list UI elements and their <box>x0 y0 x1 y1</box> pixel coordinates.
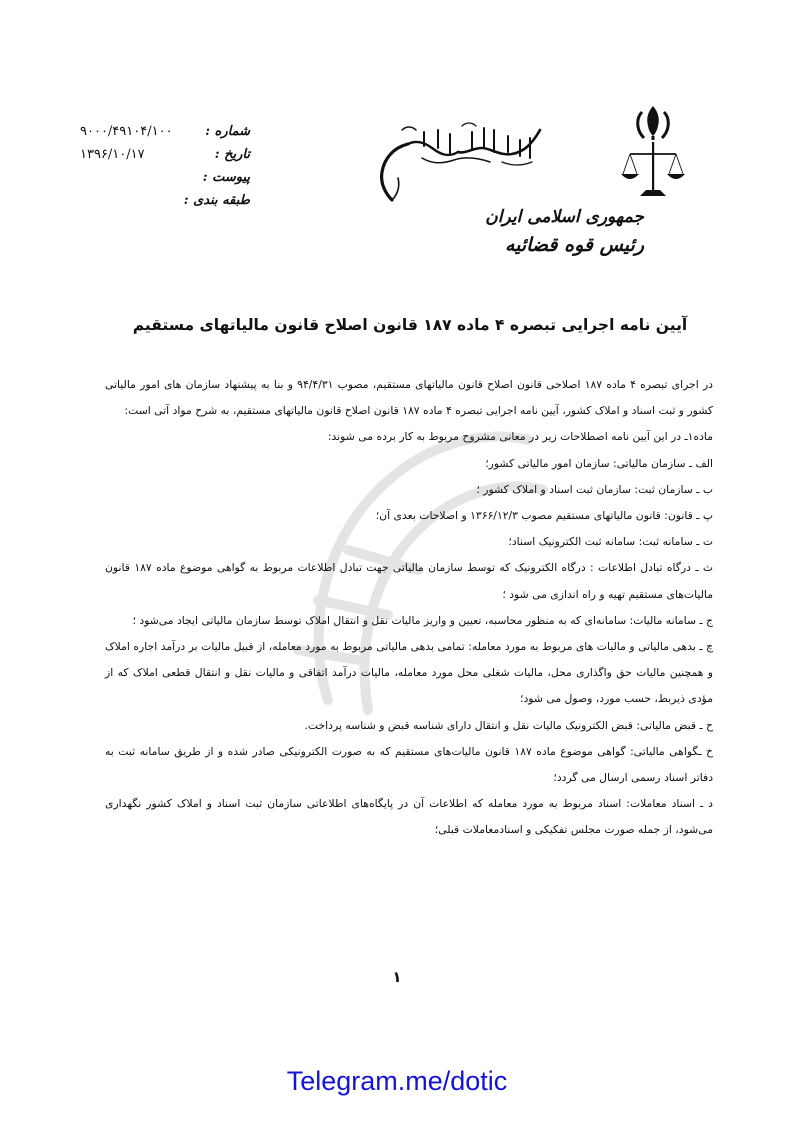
intro-paragraph: در اجرای تبصره ۴ ماده ۱۸۷ اصلاحی قانون اصلاح قانون مالیاتهای مستقیم، مصوب ۹۴/۴/۳۱ و بنا به پیشنهاد سازمان های امور مالیاتی کشور و ثبت اسناد و املاک کشور، آیین نامه اجرایی تبصره ۴ ماده ۱۸۷ قانون اصلاح قانون مالیاتهای مستقیم، به شرح مواد آتی است: <box>105 378 713 418</box>
iran-emblem-icon <box>618 98 688 208</box>
definition-dal: د ـ اسناد معاملات: اسناد مربوط به مورد معامله که اطلاعات آن در پایگاه‌های اطلاعاتی سازمان ثبت اسناد و املاک کشور نگهداری می‌شود، از جمله صورت مجلس تفکیکی و اسنادمعاملات قبلی؛ <box>105 797 713 837</box>
meta-number-value: ۹۰۰۰/۴۹۱۰۴/۱۰۰ <box>80 124 173 139</box>
meta-number-row <box>80 124 250 147</box>
basmala-calligraphy-icon <box>362 118 547 213</box>
article-1-heading: ماده۱ـ در این آیین نامه اصطلاحات زیر در معانی مشروح مربوط به کار برده می شوند: <box>327 430 713 444</box>
definition-alef: الف ـ سازمان مالیاتی: سازمان امور مالیاتی کشور؛ <box>485 456 713 470</box>
meta-number-label: شماره : <box>205 124 250 139</box>
definition-khe: خ ـگواهی مالیاتی: گواهی موضوع ماده ۱۸۷ قانون مالیات‌های مستقیم که به صورت الکترونیکی صادر شده و از طریق سامانه ثبت به دفاتر اسناد رسمی ارسال می گردد؛ <box>105 744 713 785</box>
meta-attachment-row <box>80 170 250 193</box>
meta-date-label: تاریخ : <box>214 147 250 162</box>
definition-he: ح ـ قبض مالیاتی: قبض الکترونیک مالیات نقل و انتقال دارای شناسه قبض و شناسه پرداخت. <box>304 718 713 732</box>
page-number: ۱ <box>392 968 402 986</box>
definition-se: ث ـ درگاه تبادل اطلاعات : درگاه الکترونیک که توسط سازمان مالیاتی جهت تبادل اطلاعات مربوط به گواهی موضوع ماده ۱۸۷ قانون مالیات‌های مستقیم تهیه و راه اندازی می شود ؛ <box>105 561 713 601</box>
meta-attachment-label: پیوست : <box>202 170 250 185</box>
definition-be: ب ـ سازمان ثبت: سازمان ثبت اسناد و املاک کشور ؛ <box>476 482 713 496</box>
definition-te: ت ـ سامانه ثبت: سامانه ثبت الکترونیک اسناد؛ <box>508 535 713 549</box>
footer-telegram-link[interactable]: Telegram.me/dotic <box>286 1066 508 1096</box>
meta-date-value: ۱۳۹۶/۱۰/۱۷ <box>80 147 145 162</box>
definition-pe: پ ـ قانون: قانون مالیاتهای مستقیم مصوب ۱۳۶۶/۱۲/۳ و اصلاحات بعدی آن؛ <box>375 509 713 523</box>
letter-meta <box>80 124 250 216</box>
meta-date-row <box>80 147 250 170</box>
issuer-title: رئیس قوه قضائیه <box>504 234 644 256</box>
issuer-country: جمهوری اسلامی ایران <box>485 207 644 227</box>
document-title: آیین نامه اجرایی تبصره ۴ ماده ۱۸۷ قانون اصلاح قانون مالیاتهای مستقیم <box>132 316 688 334</box>
document-body <box>105 372 713 844</box>
meta-classification-row <box>80 193 250 216</box>
definition-che: چ ـ بدهی مالیاتی و مالیات های مربوط به مورد معامله: تمامی بدهی مالیاتی مربوط به مورد معامله، از قبیل مالیات بر درآمد اجاره املاک و همچنین مالیات حق واگذاری محل، مالیات شغلی محل مورد معامله، مالیات درآمد اتفاقی و مالیات نقل و انتقال قطعی املاک که از مؤدی ذیربط، حسب مورد، وصول می شود؛ <box>105 640 713 706</box>
definition-jim: ج ـ سامانه مالیات: سامانه‌ای که به منظور محاسبه، تعیین و واریز مالیات نقل و انتقال املاک توسط سازمان مالیاتی ایجاد می‌شود ؛ <box>132 613 713 627</box>
meta-classification-label: طبقه بندی : <box>183 193 250 208</box>
